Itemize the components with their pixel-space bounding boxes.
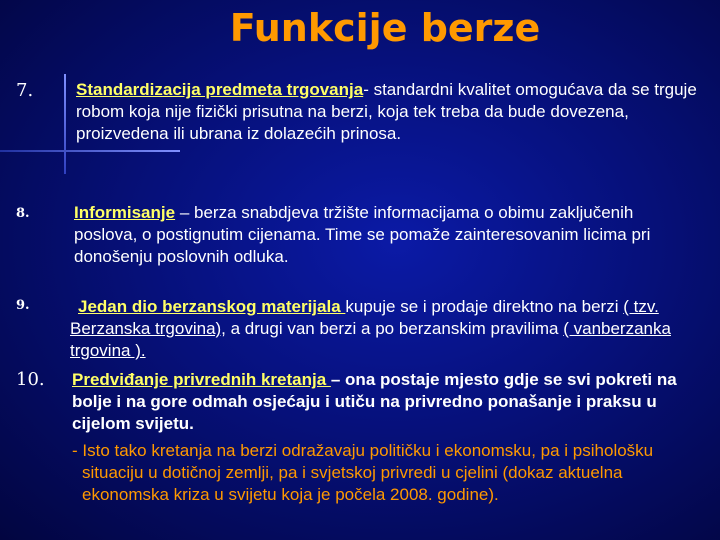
- item-9-paragraph: [70, 296, 695, 362]
- item-8-paragraph: [74, 202, 674, 268]
- item-8-text: – berza snabdjeva tržište informacijama o obimu zaključenih poslova, o postignutim cijenama. Time se pomaže zainteresovanim licima pri donošenju poslovnih odluka.: [74, 203, 651, 266]
- page-title: Funkcije berze: [229, 6, 541, 50]
- decorative-vertical-line: [64, 74, 66, 174]
- item-7-paragraph: [76, 79, 701, 145]
- item-10-subparagraph: - Isto tako kretanja na berzi odražavaju političku i ekonomsku, pa i psihološku situaciju u dotičnoj zemlji, pa i svjetskoj privredi u cjelini (dokaz aktuelna ekonomska kriza u svijetu koja je počela 2008. godine).: [72, 441, 654, 504]
- item-10-text-a: – ona postaje mjesto gdje se svi pokreti na bolje i na gore odmah osjećaju i utiču na privredno ponašanje i praksu u cijelom svijetu.: [72, 370, 677, 433]
- item-10-paragraph: [72, 369, 697, 435]
- item-number-7: 7.: [16, 80, 34, 101]
- item-9-link-b: ( vanberzanka trgovina ).: [70, 319, 671, 360]
- item-7-text: - standardni kvalitet omogućava da se trguje robom koja nije fizički prisutna na berzi, koja tek treba da bude dovezena, proizvedena ili ubrana iz dolazećih prinosa.: [76, 80, 697, 143]
- item-number-8: 8.: [16, 206, 30, 221]
- item-9-text-a: kupuje se i prodaje direktno na berzi: [345, 297, 624, 316]
- item-number-9: 9.: [16, 298, 30, 313]
- item-9-link-a: ( tzv. Berzanska trgovina),: [70, 297, 659, 338]
- decorative-horizontal-line: [0, 150, 180, 152]
- item-10-key: Predviđanje privrednih kretanja: [72, 370, 331, 389]
- item-number-10: 10.: [16, 369, 45, 390]
- item-9-key: Jedan dio berzanskog materijala: [78, 297, 346, 316]
- item-7-key: Standardizacija predmeta trgovanja: [76, 80, 364, 99]
- item-9-text-b: a drugi van berzi a po berzanskim pravilima: [225, 319, 564, 338]
- item-8-key: Informisanje: [74, 203, 176, 222]
